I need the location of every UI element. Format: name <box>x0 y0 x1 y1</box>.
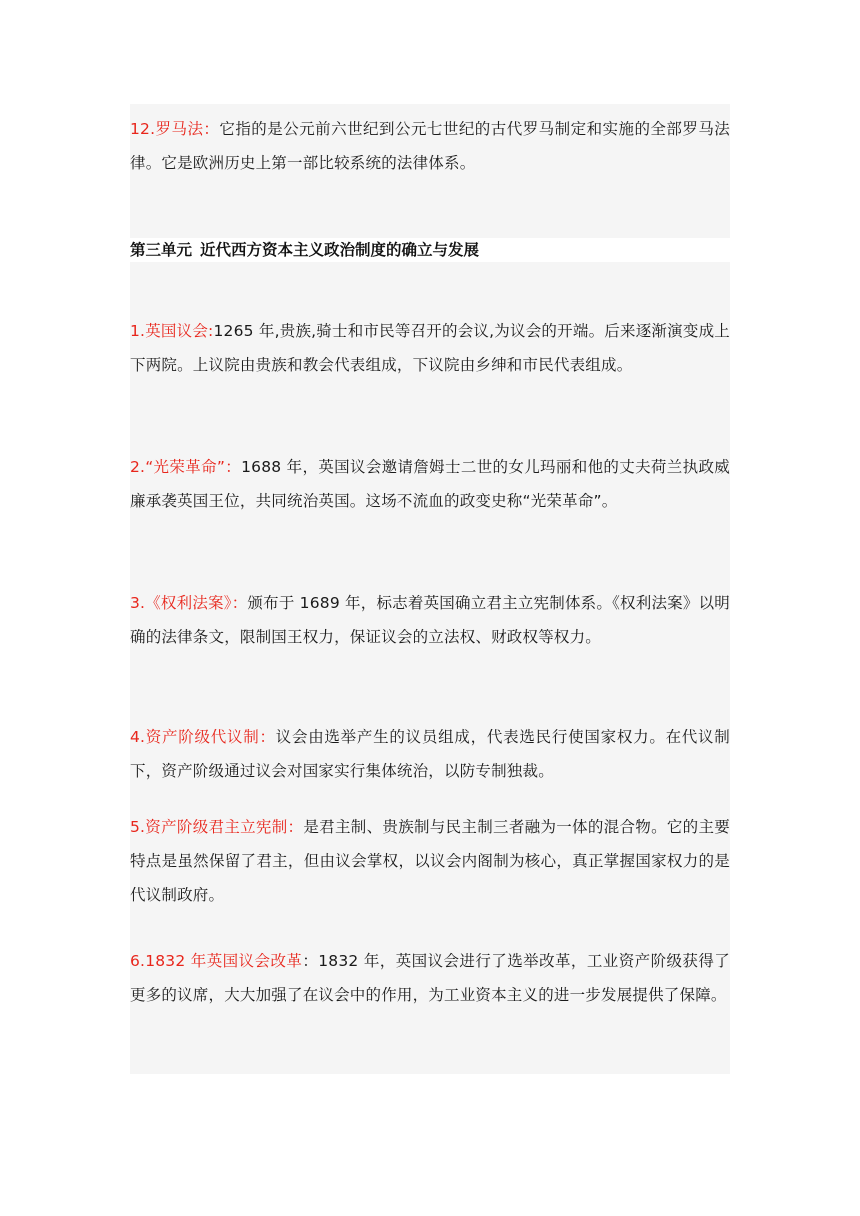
entry-term: 4.资产阶级代议制： <box>130 728 276 746</box>
unit-heading <box>130 236 479 264</box>
unit-number: 第三单元 <box>130 241 193 259</box>
entry-text: 是君主制、贵族制与民主制三者融为一体的混合物。它的主要特点是虽然保留了君主，但由议会掌权，以议会内阁制为核心，真正掌握国家权力的是代议制政府。 <box>130 818 730 904</box>
entry-block-top <box>130 104 730 238</box>
entry-text: 1265 年,贵族,骑士和市民等召开的会议,为议会的开端。后来逐渐演变成上下两院。上议院由贵族和教会代表组成，下议院由乡绅和市民代表组成。 <box>130 322 730 374</box>
entry-roman-law <box>130 112 730 180</box>
entry-text: 议会由选举产生的议员组成，代表选民行使国家权力。在代议制下，资产阶级通过议会对国家实行集体统治，以防专制独裁。 <box>130 728 731 780</box>
entry-text: 它指的是公元前六世纪到公元七世纪的古代罗马制定和实施的全部罗马法律。它是欧洲历史上第一部比较系统的法律体系。 <box>130 120 730 172</box>
entry-bill-of-rights <box>130 586 730 654</box>
entry-block-main <box>130 262 730 1074</box>
entry-text: 1688 年，英国议会邀请詹姆士二世的女儿玛丽和他的丈夫荷兰执政威廉承袭英国王位，共同统治英国。这场不流血的政变史称“光荣革命”。 <box>130 458 730 510</box>
entry-constitutional-monarchy <box>130 810 730 912</box>
entry-term: 5.资产阶级君主立宪制： <box>130 818 304 836</box>
entry-english-parliament <box>130 314 730 382</box>
entry-term: 12.罗马法： <box>130 120 220 138</box>
entry-term: 3.《权利法案》： <box>130 594 248 612</box>
entry-glorious-revolution <box>130 450 730 518</box>
entry-reform-1832 <box>130 944 730 1012</box>
entry-representative-system <box>130 720 730 788</box>
entry-term: 6.1832 年英国议会改革 <box>130 952 303 970</box>
entry-text: 颁布于 1689 年，标志着英国确立君主立宪制体系。《权利法案》以明确的法律条文，限制国王权力，保证议会的立法权、财政权等权力。 <box>130 594 730 646</box>
entry-term: 2.“光荣革命”： <box>130 458 242 476</box>
entry-term: 1.英国议会: <box>130 322 214 340</box>
entry-text: ：1832 年，英国议会进行了选举改革，工业资产阶级获得了更多的议席，大大加强了在议会中的作用，为工业资本主义的进一步发展提供了保障。 <box>130 952 730 1004</box>
unit-title: 近代西方资本主义政治制度的确立与发展 <box>200 241 480 259</box>
